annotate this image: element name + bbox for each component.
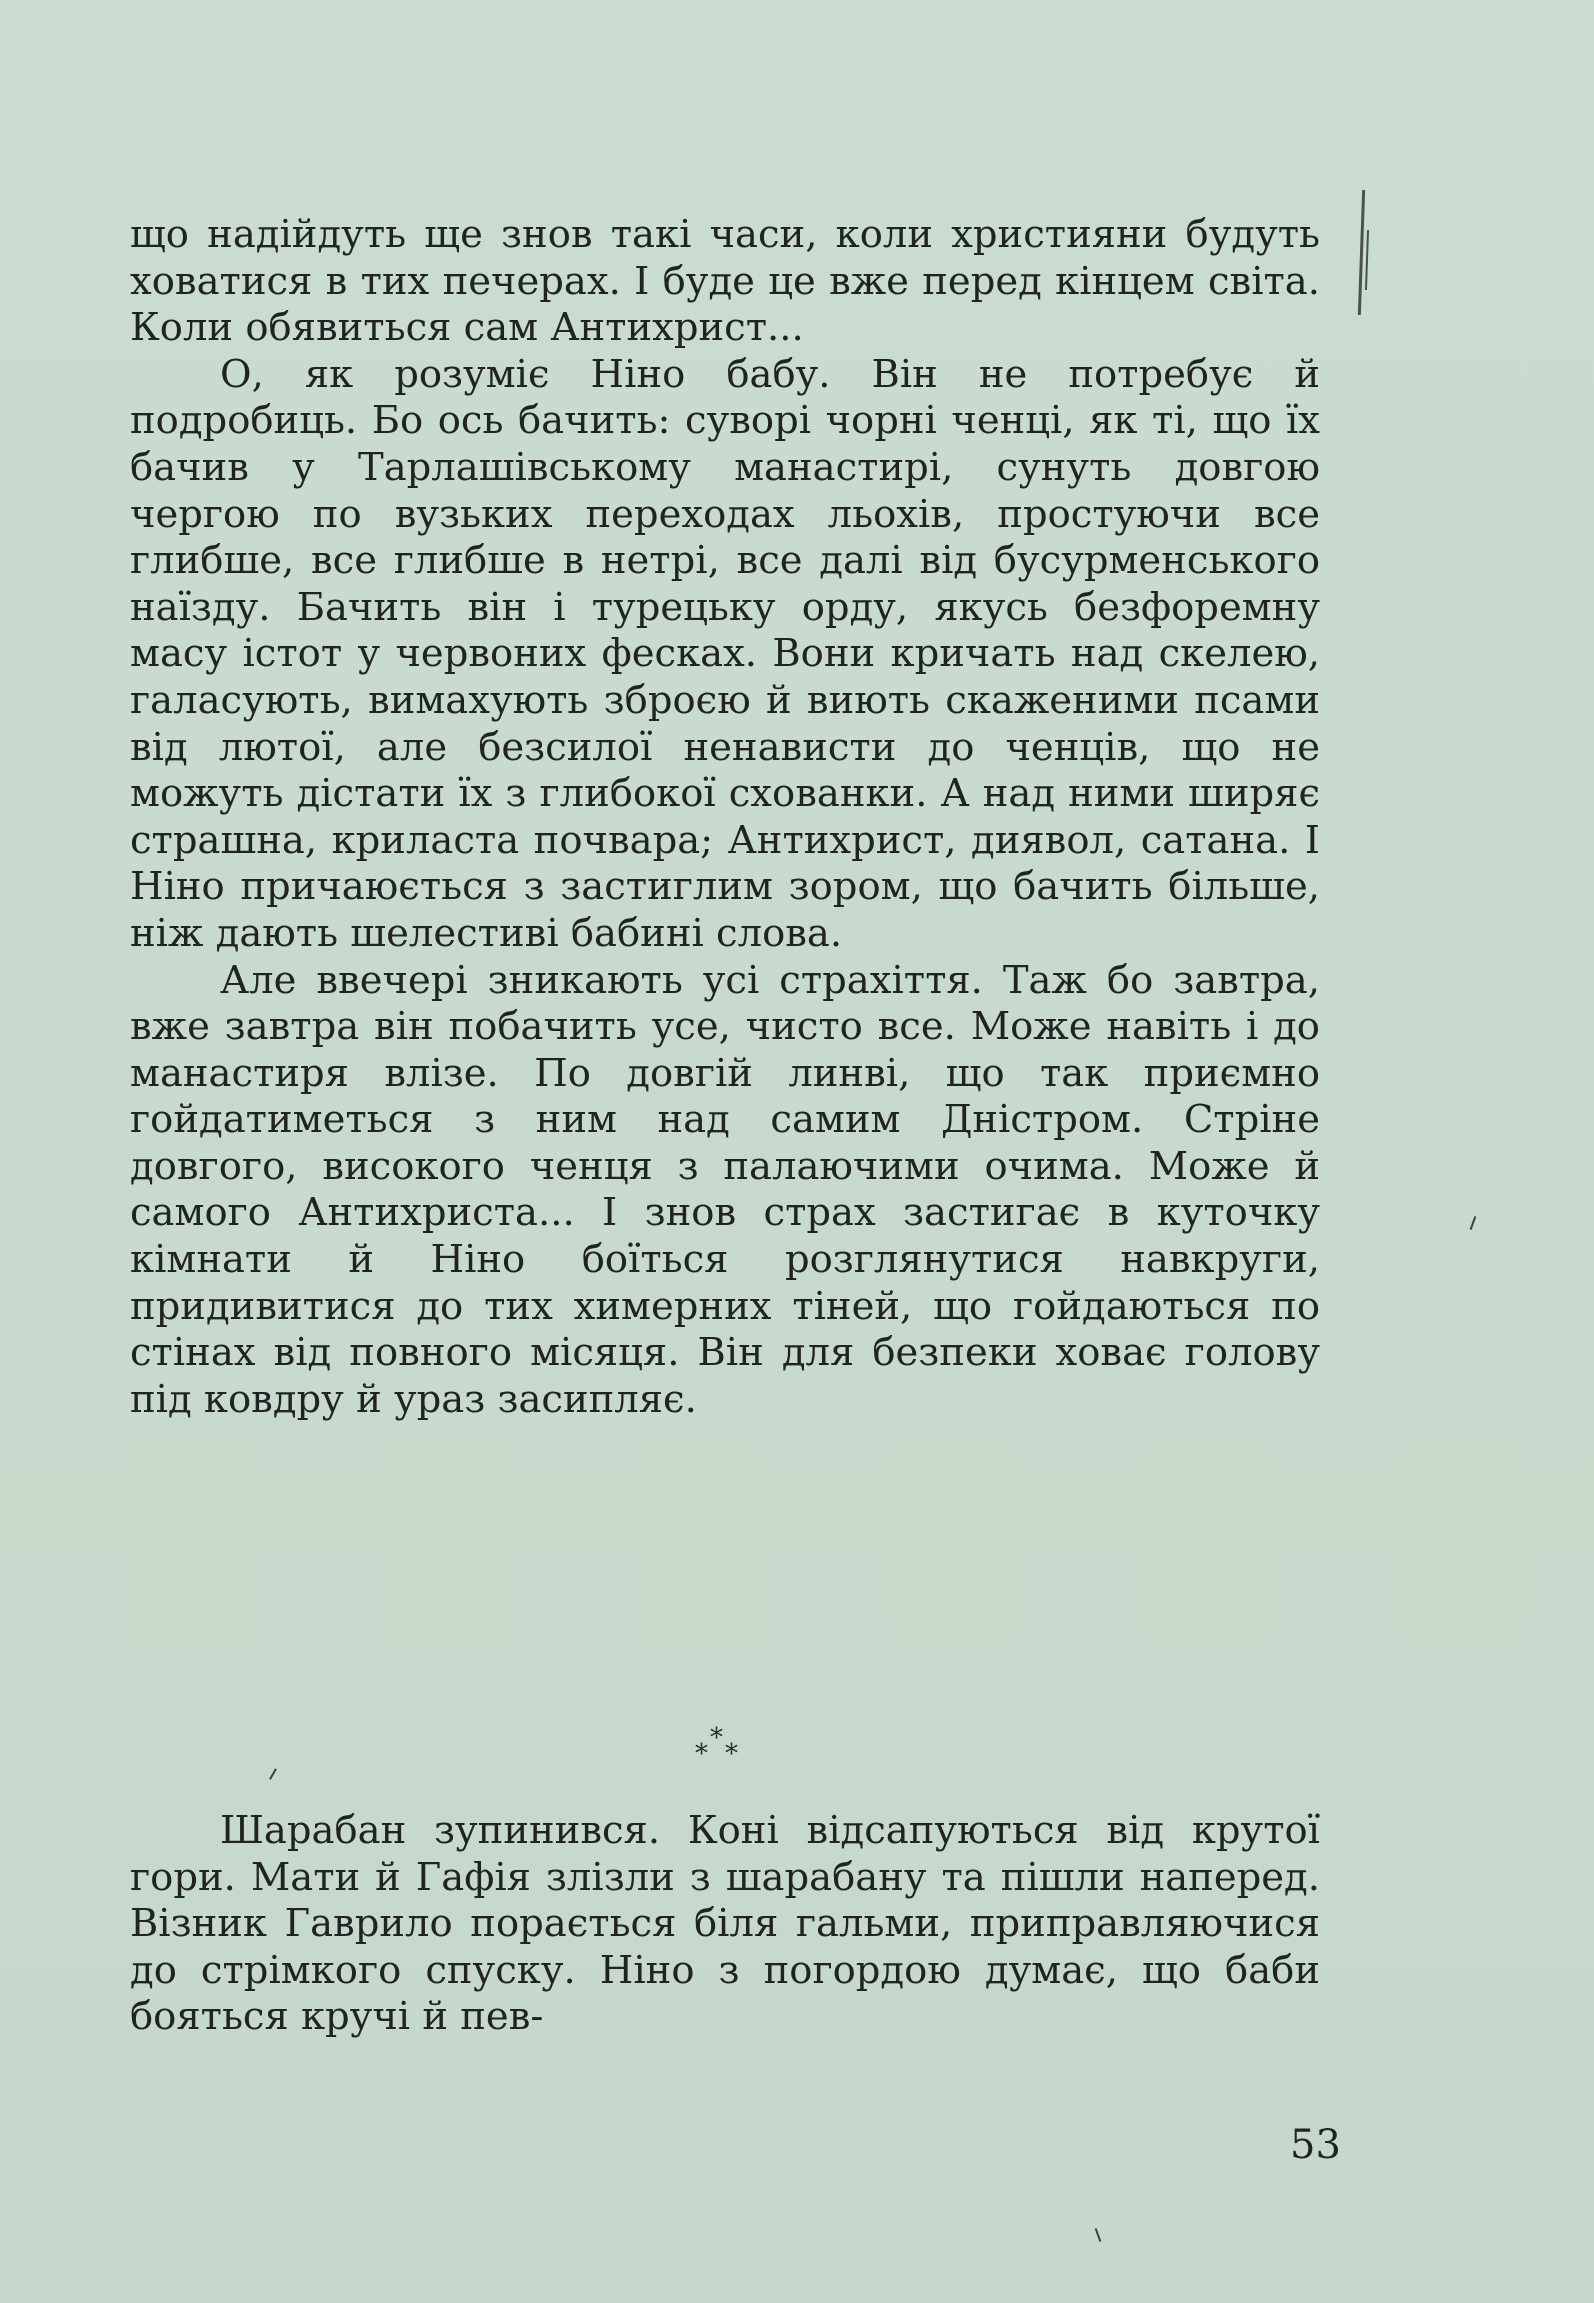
margin-speck-2 bbox=[269, 1768, 277, 1779]
paragraph: Шарабан зупинився. Коні відсапуються від крутої гори. Мати й Гафія злізли з шарабану та пішли наперед. Візник Гаврило порається біля гальми, приправляючися до стрімкого спуску. Ніно з погордою думає, що баби бояться кручі й пев- bbox=[130, 1808, 1320, 2040]
paragraph: що надійдуть ще знов такі часи, коли християни будуть ховатися в тих печерах. І буде це вже перед кінцем світа. Коли обявиться сам Антихрист... bbox=[130, 212, 1320, 351]
margin-speck bbox=[1470, 1216, 1477, 1230]
asterisk-bottom-left: * bbox=[695, 1739, 708, 1769]
asterisk-top: * bbox=[710, 1723, 723, 1753]
paragraph: О, як розуміє Ніно бабу. Він не потребує й подробиць. Бо ось бачить: суворі чорні ченці, як ті, що їх бачив у Тарлашівському манастирі, сунуть довгою чергою по вузьких переходах льохів, простуючи все глибше, все глибше в нетрі, все далі від бусурменського наїзду. Бачить він і турецьку орду, якусь безфоремну масу істот у червоних фесках. Вони кричать над скелею, галасують, вимахують зброєю й виють скаженими псами від лютої, але безсилої ненависти до ченців, що не можуть дістати їх з глибокої схованки. А над ними ширяє страшна, криласта почвара; Антихрист, диявол, сатана. І Ніно причаюється з застиглим зором, що бачить більше, ніж дають шелестиві бабині слова. bbox=[130, 351, 1320, 956]
paragraph: Але ввечері зникають усі страхіття. Таж бо завтра, вже завтра він побачить усе, чисто все. Може навіть і до манастиря влізе. По довгій линві, що так приємно гойдатиметься з ним над самим Дністром. Стріне довгого, високого ченця з палаючими очима. Може й самого Антихриста... І знов страх застигає в куточку кімнати й Ніно боїться розглянутися навкруги, придивитися до тих химерних тіней, що гойдаються по стінах від повного місяця. Він для безпеки ховає голову під ковдру й ураз засипляє. bbox=[130, 957, 1320, 1422]
margin-pencil-mark-2 bbox=[1365, 230, 1369, 290]
margin-speck-3 bbox=[1095, 2228, 1102, 2242]
page-number: 53 bbox=[1290, 2122, 1341, 2168]
text-section-1 bbox=[130, 212, 1320, 1423]
section-break-asterism bbox=[690, 1725, 750, 1775]
margin-pencil-mark bbox=[1358, 190, 1365, 315]
text-section-2 bbox=[130, 1808, 1320, 2041]
asterisk-bottom-right: * bbox=[725, 1739, 738, 1769]
